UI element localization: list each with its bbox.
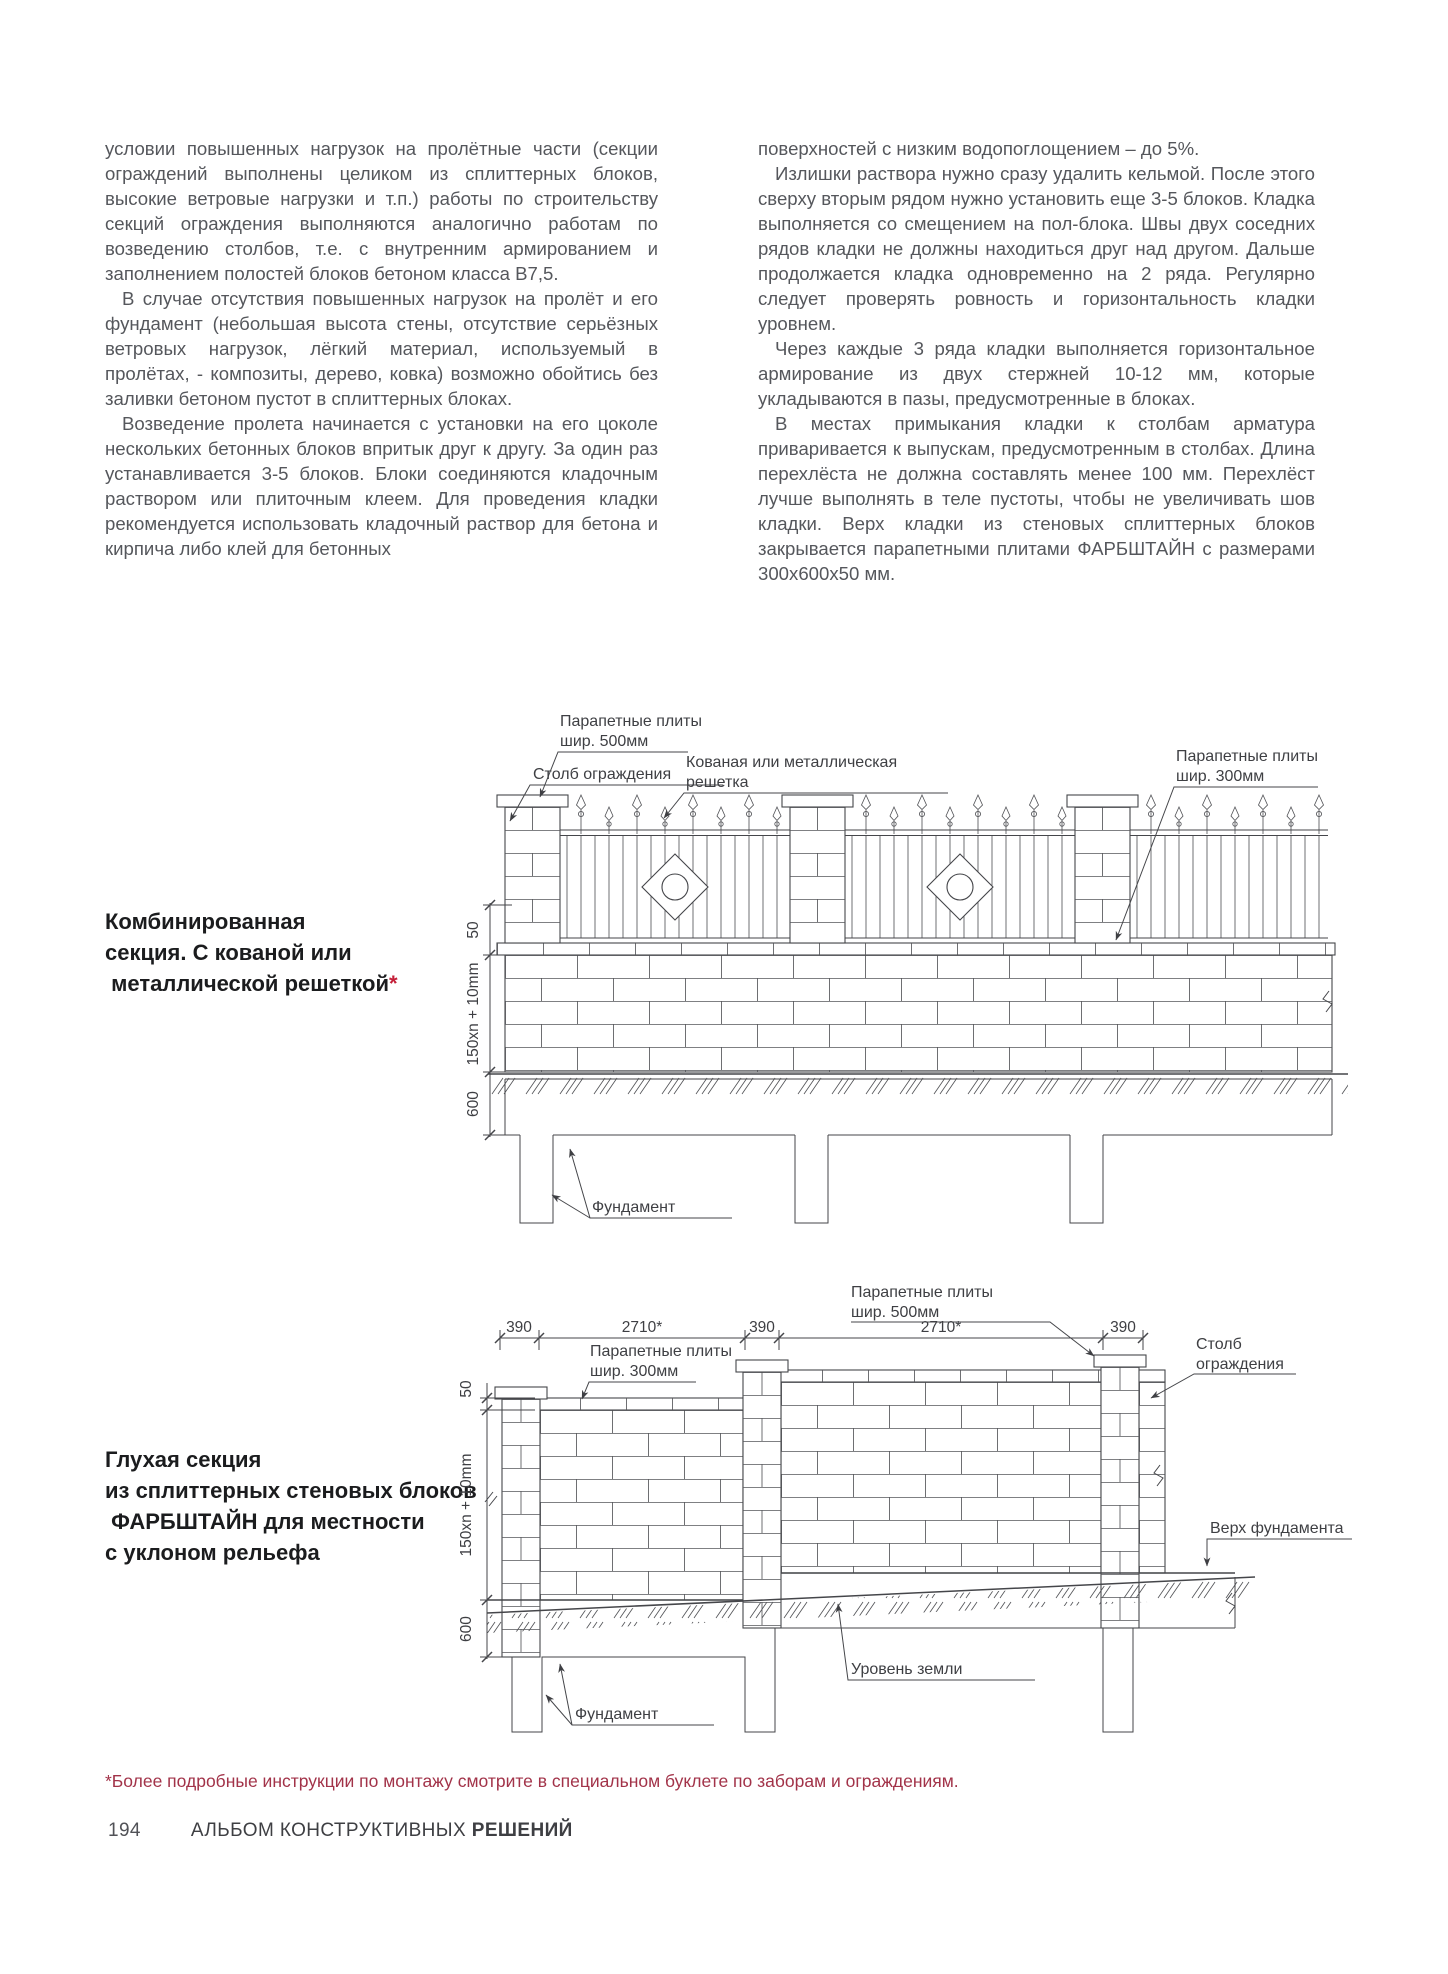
fence-post: [743, 1372, 781, 1628]
label-parapet-500: Парапетные плиты: [560, 713, 702, 730]
label-foundation: Фундамент: [592, 1199, 676, 1216]
label-grille: решетка: [686, 774, 749, 791]
paragraph: В местах примыкания кладки к столбам арматура приваривается к выпускам, предусмотренным в столбах. Длина перехлёста не должна составлять менее 100 мм. Перехлёст лучше выполнять в теле пустоты, чтобы не увеличивать шов кладки. Верх кладки из стеновых сплиттерных блоков закрывается парапетными плитами ФАРБШТАЙН с размерами 300х600х50 мм.: [758, 413, 1315, 584]
masonry-wall: [540, 1410, 743, 1600]
post-cap: [736, 1360, 788, 1372]
footnote-asterisk: *: [388, 971, 398, 996]
fence-post: [790, 807, 845, 943]
caption-line: секция. С кованой или: [105, 940, 352, 965]
paragraph: Через каждые 3 ряда кладки выполняется горизонтальное армирование из двух стержней 10-12 мм, которые укладываются в пазы, предусмотренные в блоках.: [758, 338, 1315, 409]
page-number: 194: [108, 1820, 141, 1841]
label-parapet-500: шир. 500мм: [851, 1304, 940, 1321]
masonry-wall: [781, 1382, 1101, 1573]
label-post: ограждения: [1196, 1356, 1284, 1373]
post-cap: [782, 795, 853, 807]
leader-line: [1207, 1539, 1352, 1566]
post-cap: [1094, 1355, 1146, 1367]
paragraph: Возведение пролета начинается с установки на его цоколе нескольких бетонных блоков впритык друг к другу. За один раз устанавливается 3-5 блоков. Блоки соединяются кладочным раствором или плиточным клеем. Для проведения кладки рекомендуется использовать кладочный раствор для бетона и кирпича либо клей для бетонных: [105, 413, 658, 559]
label-foundation: Фундамент: [575, 1706, 659, 1723]
label-post: Столб ограждения: [533, 766, 672, 783]
footnote: *Более подробные инструкции по монтажу смотрите в специальном буклете по заборам и ограждениям.: [105, 1771, 959, 1791]
dim-label: 150xn + 10mm: [458, 1453, 475, 1557]
label-parapet-300: Парапетные плиты: [1176, 748, 1318, 765]
dim-label: 150xn + 10mm: [465, 962, 482, 1066]
label-grille: Кованая или металлическая: [686, 754, 898, 771]
caption-line: металлической решеткой*: [105, 971, 398, 996]
parapet-plate-band: [776, 1370, 1106, 1382]
dim-label: 390: [749, 1319, 775, 1336]
caption-line: с уклоном рельефа: [105, 1540, 320, 1565]
caption-line: из сплиттерных стеновых блоков: [105, 1478, 477, 1503]
label-ground-level: Уровень земли: [851, 1661, 963, 1678]
dim-label: 50: [465, 921, 482, 939]
paragraph: Излишки раствора нужно сразу удалить кельмой. После этого сверху вторым рядом нужно установить еще 3-5 блоков. Кладка выполняется со смещением на пол-блока. Швы двух соседних рядов кладки не должны находиться друг над другом. Дальше продолжается кладка одновременно на 2 ряда. Регулярно следует проверять ровность и горизонтальность кладки уровнем.: [758, 163, 1315, 334]
dim-label: 2710*: [621, 1319, 663, 1336]
figure2-drawing: [458, 1284, 1352, 1732]
dim-label: 390: [1110, 1319, 1136, 1336]
spear-finials: [1130, 792, 1328, 834]
masonry-wall: [505, 955, 1332, 1072]
paragraph: условии повышенных нагрузок на пролётные части (секции ограждений выполнены целиком из сплиттерных блоков, высокие ветровые нагрузки и т.п.) работы по строительству секций ограждения выполняются аналогично работам по возведению столбов, т.е. с внутренним армированием и заполнением полостей блоков бетоном класса В7,5.: [105, 138, 658, 284]
label-parapet-500: шир. 500мм: [560, 733, 649, 750]
dim-label: 2710*: [920, 1319, 962, 1336]
leader-line: [582, 1382, 696, 1399]
dim-label: 390: [506, 1319, 532, 1336]
dim-label: 50: [458, 1380, 475, 1398]
technical-drawing: [380, 555, 1355, 1745]
label-parapet-300: Парапетные плиты: [590, 1343, 732, 1360]
label-parapet-500: Парапетные плиты: [851, 1284, 993, 1301]
parapet-plate-band: [534, 1398, 749, 1410]
paragraph: В случае отсутствия повышенных нагрузок на пролёт и его фундамент (небольшая высота стены, отсутствие серьёзных ветровых нагрузок, лёгкий материал, используемый в пролётах, - композиты, дерево, ковка) возможно обойтись без заливки бетоном пустот в сплиттерных блоках.: [105, 288, 658, 409]
caption-line: Глухая секция: [105, 1447, 262, 1472]
caption-line: Комбинированная: [105, 909, 306, 934]
paragraph: поверхностей с низким водопоглощением – до 5%.: [758, 138, 1200, 159]
leader-line: [1151, 1374, 1296, 1398]
footer-title-bold: РЕШЕНИЙ: [471, 1820, 573, 1841]
footer-title: АЛЬБОМ КОНСТРУКТИВНЫХ: [190, 1820, 467, 1841]
caption-line: ФАРБШТАЙН для местности: [105, 1509, 425, 1534]
post-cap: [497, 795, 568, 807]
page-footer: [108, 1820, 573, 1842]
spear-finials: [560, 792, 790, 834]
figure1-drawing: [465, 713, 1348, 1223]
figure1-caption: [105, 906, 398, 999]
spear-finials: [845, 792, 1075, 834]
text-column-right: [758, 136, 1315, 586]
dim-label: 600: [465, 1091, 482, 1117]
dim-label: 600: [458, 1616, 475, 1642]
post-cap: [1067, 795, 1138, 807]
parapet-plate-band: [497, 943, 1335, 955]
post-cap: [495, 1387, 547, 1399]
fence-post: [505, 807, 560, 943]
label-parapet-300: шир. 300мм: [590, 1363, 679, 1380]
text-column-left: [105, 136, 658, 561]
label-parapet-300: шир. 300мм: [1176, 768, 1265, 785]
label-foundation-top: Верх фундамента: [1210, 1520, 1344, 1537]
leader-line: [560, 1664, 572, 1725]
fence-post: [1075, 807, 1130, 943]
label-post: Столб: [1196, 1336, 1242, 1353]
metal-grille-bars: [1130, 836, 1328, 938]
leader-line: [851, 1322, 1094, 1356]
